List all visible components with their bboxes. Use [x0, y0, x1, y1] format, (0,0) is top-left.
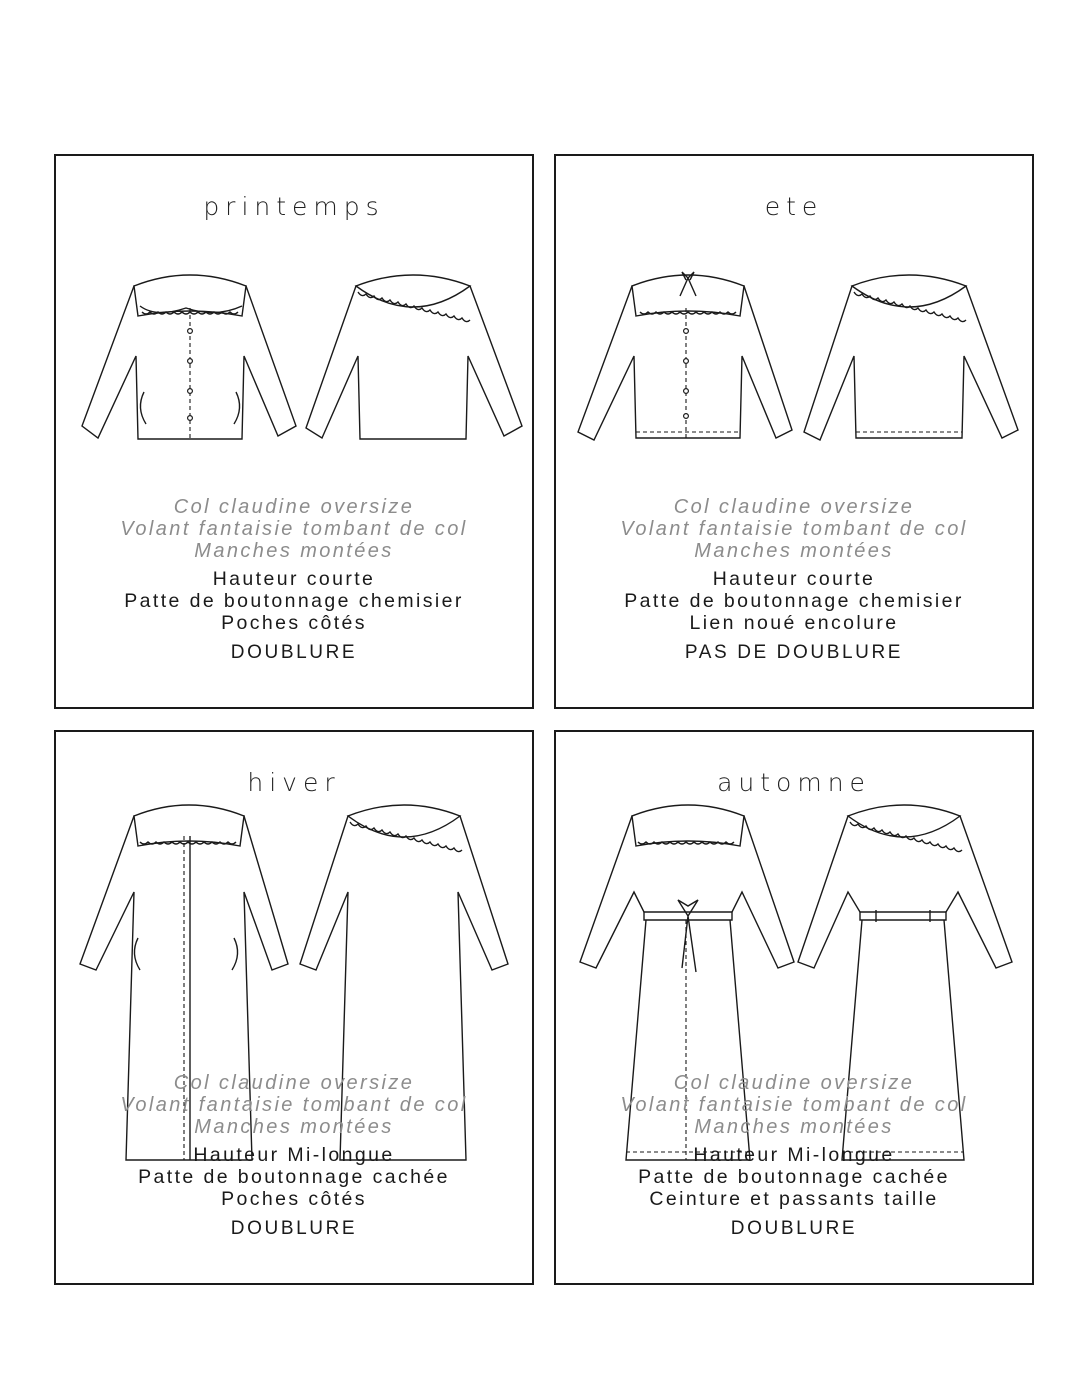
- feature-line: Manches montées: [694, 540, 894, 562]
- variant-card-ete: [554, 154, 1034, 709]
- back-view-blouse: [306, 275, 522, 439]
- lining-label: PAS DE DOUBLURE: [684, 642, 904, 663]
- description-block: [556, 1072, 1032, 1240]
- variant-card-printemps: [54, 154, 534, 709]
- feature-line: Volant fantaisie tombant de col: [620, 518, 968, 540]
- spec-line: Poches côtés: [221, 612, 367, 634]
- spec-line: Patte de boutonnage cachée: [638, 1166, 950, 1188]
- feature-line: Volant fantaisie tombant de col: [120, 1094, 468, 1116]
- front-view-blouse: [82, 275, 296, 439]
- spec-line: Ceinture et passants taille: [649, 1188, 939, 1210]
- season-title: automne: [717, 768, 871, 797]
- variant-card-automne: [554, 730, 1034, 1285]
- spec-line: Lien noué encolure: [689, 612, 899, 634]
- season-title: hiver: [247, 768, 341, 797]
- description-block: [56, 1072, 532, 1240]
- description-block: [556, 496, 1032, 664]
- feature-line: Manches montées: [694, 1116, 894, 1138]
- spec-line: Patte de boutonnage chemisier: [124, 590, 464, 612]
- variant-card-hiver: [54, 730, 534, 1285]
- feature-line: Col claudine oversize: [173, 496, 415, 518]
- feature-line: Volant fantaisie tombant de col: [120, 518, 468, 540]
- back-view-blouse: [804, 275, 1018, 440]
- lining-label: DOUBLURE: [230, 642, 358, 663]
- lining-label: DOUBLURE: [730, 1218, 858, 1239]
- spec-line: Hauteur Mi-longue: [193, 1144, 395, 1166]
- season-title: ete: [764, 192, 824, 221]
- feature-line: Col claudine oversize: [673, 496, 915, 518]
- feature-line: Manches montées: [194, 540, 394, 562]
- front-view-blouse: [578, 272, 792, 440]
- spec-line: Hauteur courte: [212, 568, 376, 590]
- spec-line: Hauteur Mi-longue: [693, 1144, 895, 1166]
- season-title: printemps: [203, 192, 385, 221]
- spec-line: Hauteur courte: [712, 568, 876, 590]
- spec-line: Patte de boutonnage cachée: [138, 1166, 450, 1188]
- lining-label: DOUBLURE: [230, 1218, 358, 1239]
- feature-line: Manches montées: [194, 1116, 394, 1138]
- spec-line: Poches côtés: [221, 1188, 367, 1210]
- feature-line: Col claudine oversize: [173, 1072, 415, 1094]
- feature-line: Col claudine oversize: [673, 1072, 915, 1094]
- spec-line: Patte de boutonnage chemisier: [624, 590, 964, 612]
- description-block: [56, 496, 532, 664]
- feature-line: Volant fantaisie tombant de col: [620, 1094, 968, 1116]
